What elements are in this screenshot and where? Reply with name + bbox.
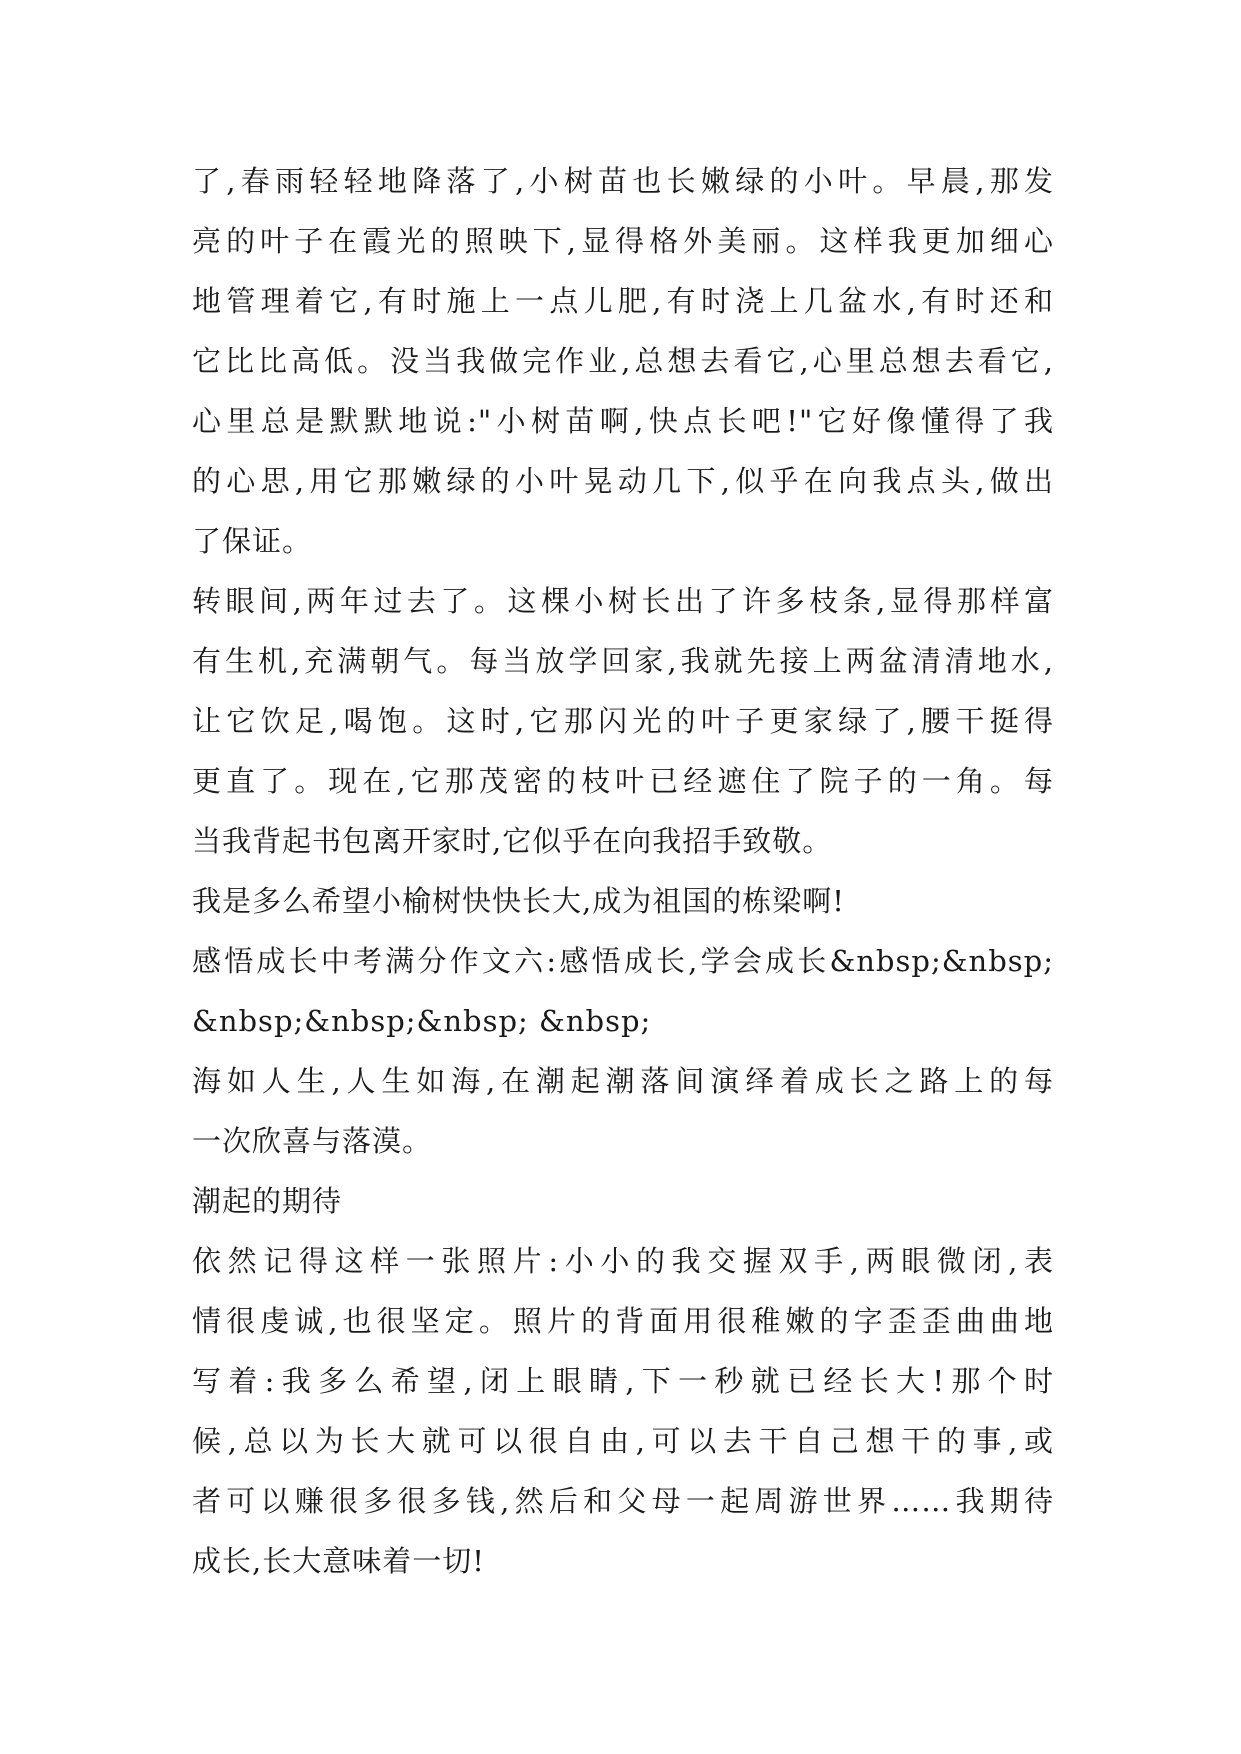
- text-line: 海如人生,人生如海,在潮起潮落间演绎着成长之路上的每: [192, 1064, 1054, 1098]
- paragraph-sapling-spring: [192, 151, 1054, 571]
- text-line: 让它饮足,喝饱。这时,它那闪光的叶子更家绿了,腰干挺得: [192, 704, 1054, 738]
- text-line: 更直了。现在,它那茂密的枝叶已经遮住了院子的一角。每: [192, 764, 1054, 798]
- text-line: 转眼间,两年过去了。这棵小树长出了许多枝条,显得那样富: [192, 584, 1054, 618]
- text-line: 了,春雨轻轻地降落了,小树苗也长嫩绿的小叶。早晨,那发: [192, 164, 1054, 198]
- text-line: 情很虔诚,也很坚定。照片的背面用很稚嫩的字歪歪曲曲地: [192, 1304, 1054, 1338]
- text-line: 感悟成长中考满分作文六:感悟成长,学会成长&nbsp;&nbsp;: [192, 944, 1054, 978]
- text-line: 依然记得这样一张照片:小小的我交握双手,两眼微闭,表: [192, 1244, 1054, 1278]
- text-line: 当我背起书包离开家时,它似乎在向我招手致敬。: [192, 824, 833, 858]
- text-line: 的心思,用它那嫩绿的小叶晃动几下,似乎在向我点头,做出: [192, 464, 1054, 498]
- text-line: 有生机,充满朝气。每当放学回家,我就先接上两盆清清地水,: [192, 644, 1054, 678]
- text-line: 成长,长大意味着一切!: [192, 1544, 485, 1578]
- text-line: 写着:我多么希望,闭上眼睛,下一秒就已经长大!那个时: [192, 1364, 1054, 1398]
- text-line: 了保证。: [192, 524, 313, 558]
- paragraph-two-years-later: [192, 571, 1054, 871]
- text-line: 心里总是默默地说:"小树苗啊,快点长吧!"它好像懂得了我: [192, 404, 1054, 438]
- essay-heading: [192, 931, 1054, 1051]
- text-line: 地管理着它,有时施上一点儿肥,有时浇上几盆水,有时还和: [192, 284, 1054, 318]
- paragraph-photo-memory: [192, 1231, 1054, 1591]
- text-line: 我是多么希望小榆树快快长大,成为祖国的栋梁啊!: [192, 884, 845, 918]
- paragraph-hope: [192, 871, 1054, 931]
- text-line: 候,总以为长大就可以很自由,可以去干自己想干的事,或: [192, 1424, 1054, 1458]
- text-line: 亮的叶子在霞光的照映下,显得格外美丽。这样我更加细心: [192, 224, 1054, 258]
- section-heading: [192, 1171, 1054, 1231]
- text-line: 者可以赚很多很多钱,然后和父母一起周游世界……我期待: [192, 1484, 1054, 1518]
- text-line: 潮起的期待: [192, 1184, 343, 1218]
- text-line: &nbsp;&nbsp;&nbsp; &nbsp;: [192, 1004, 652, 1038]
- document-body: [192, 151, 1054, 1591]
- paragraph-sea-of-life: [192, 1051, 1054, 1171]
- text-line: 一次欣喜与落漠。: [192, 1124, 433, 1158]
- text-line: 它比比高低。没当我做完作业,总想去看它,心里总想去看它,: [192, 344, 1054, 378]
